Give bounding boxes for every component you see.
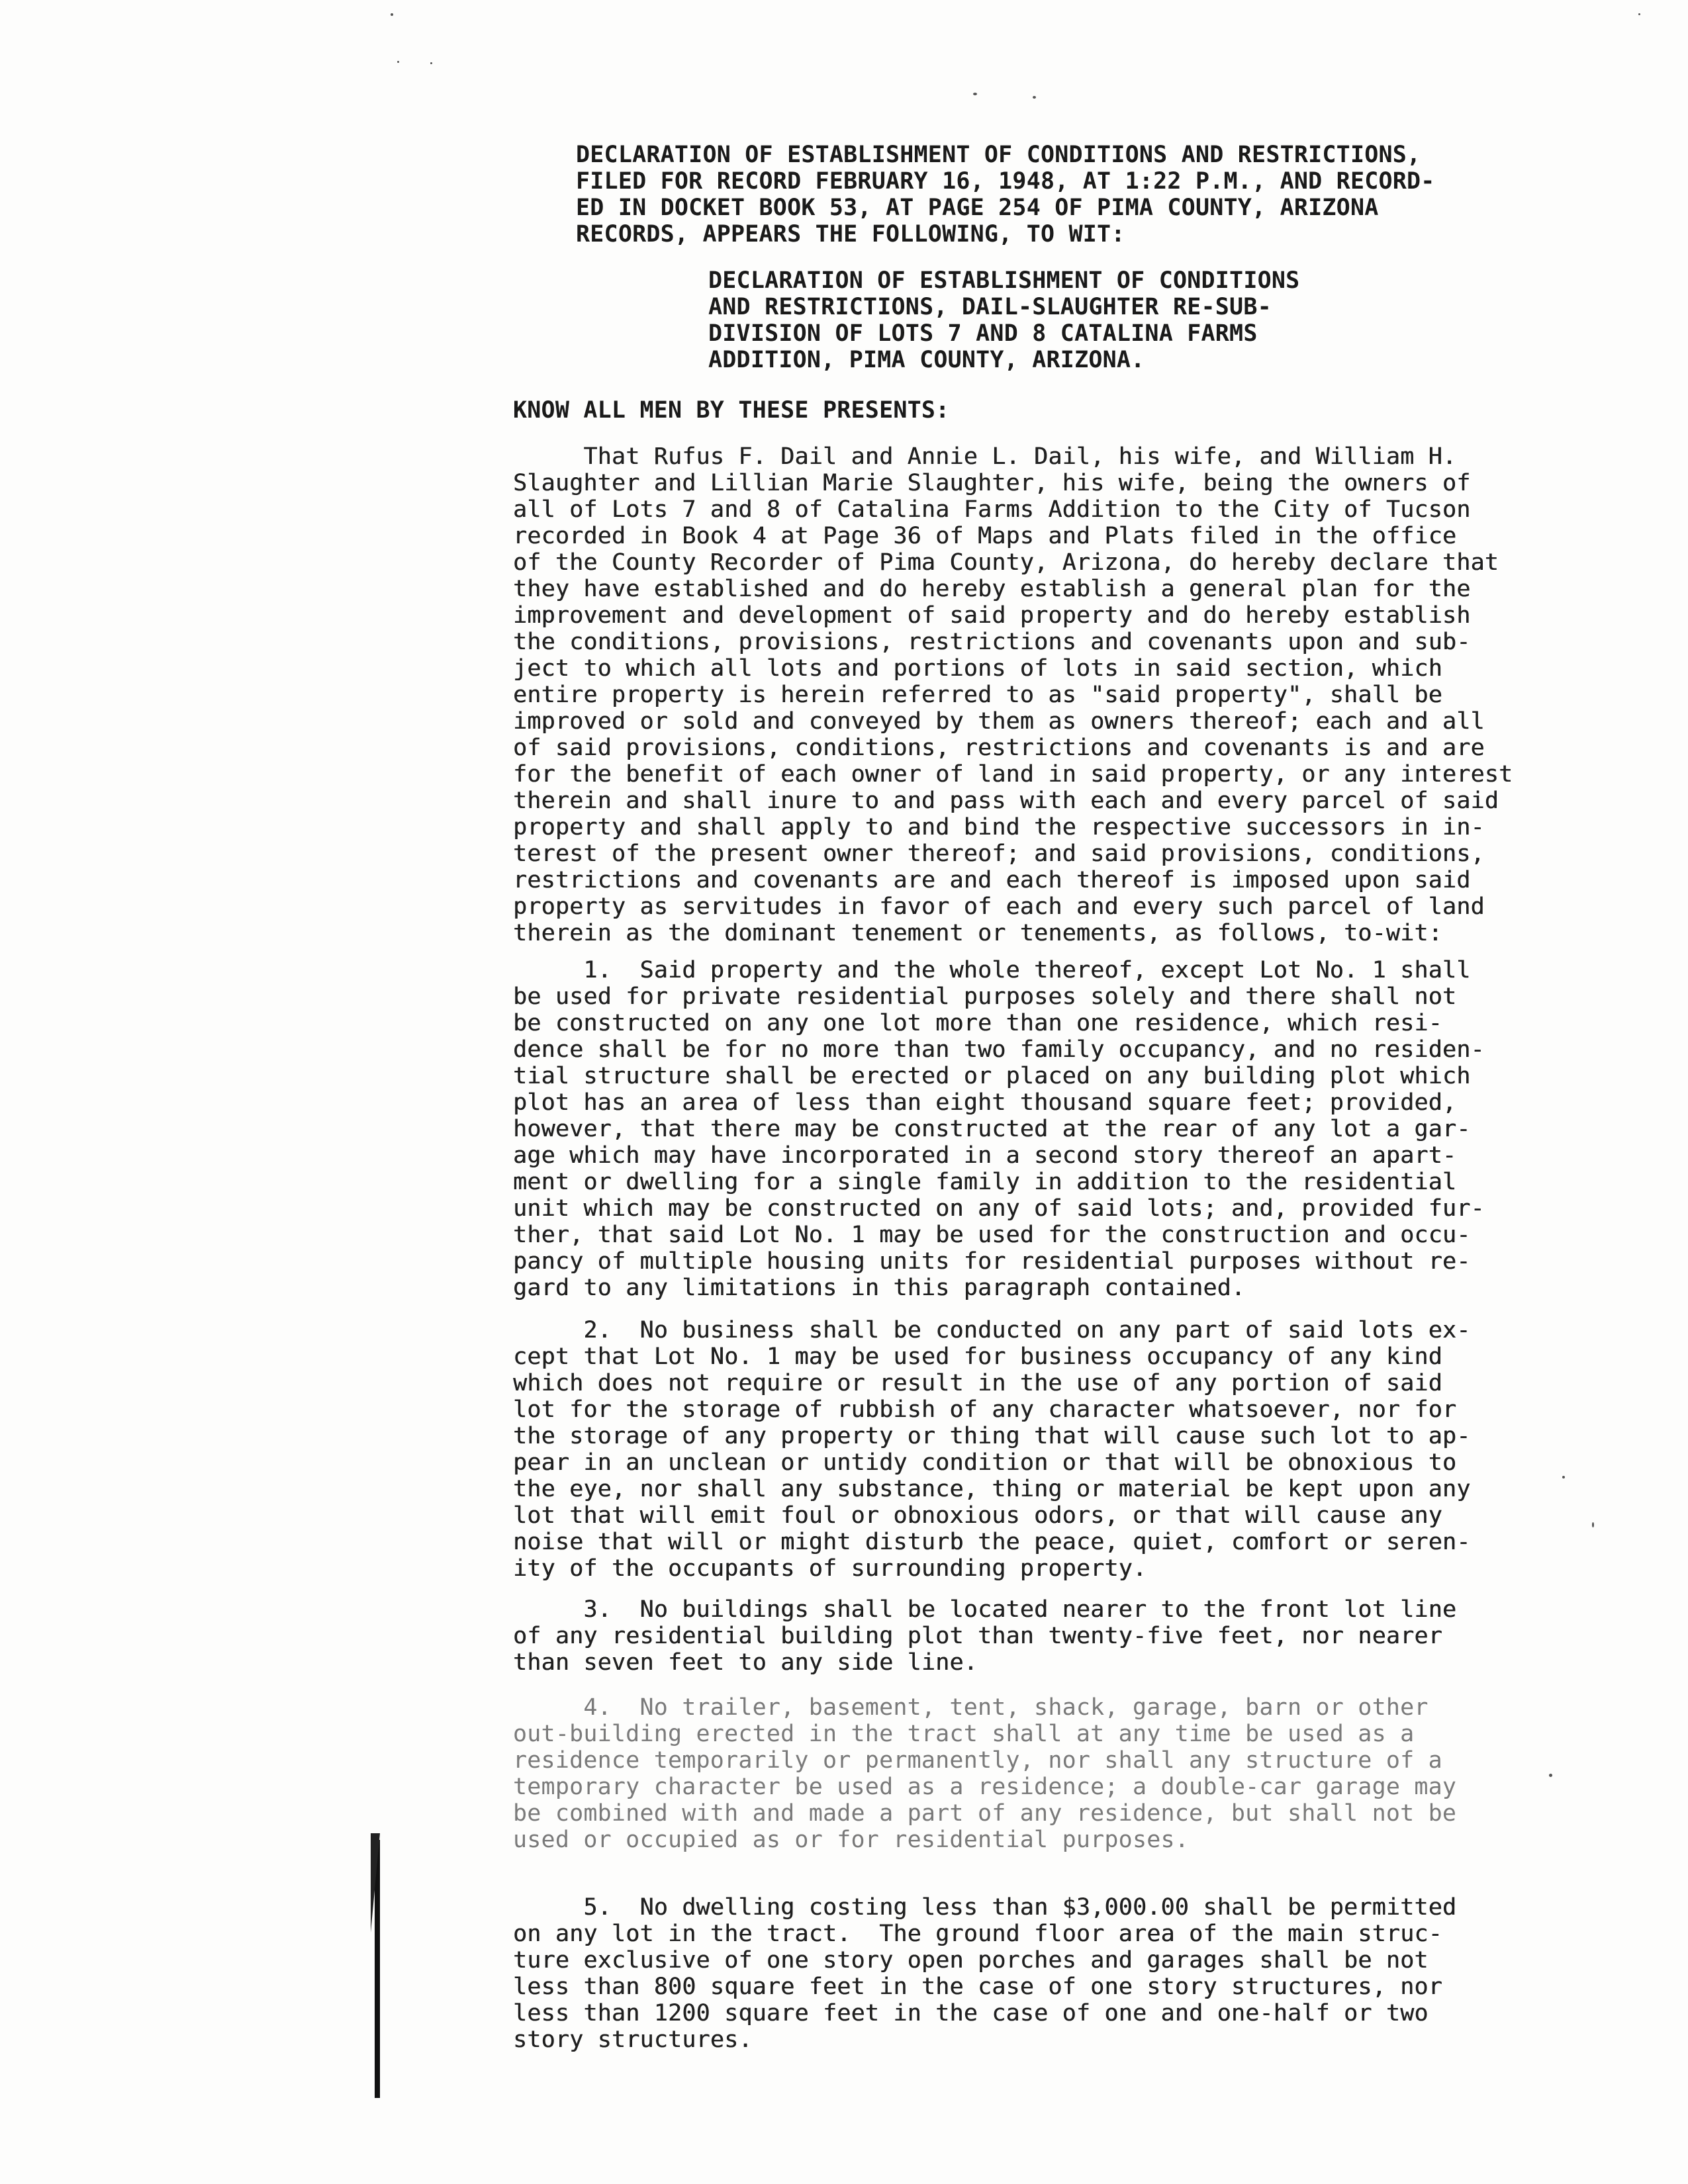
scan-speck: [973, 93, 977, 95]
scan-speck: [1549, 1774, 1552, 1777]
scan-speck: [430, 62, 432, 64]
salutation: KNOW ALL MEN BY THESE PRESENTS:: [513, 397, 950, 424]
scan-speck: [1638, 13, 1640, 15]
scan-speck: [1033, 96, 1036, 99]
restriction-paragraph-1: 1. Said property and the whole thereof, except Lot No. 1 shall be used for private residential purposes solely and there shall not be constructed on any one lot more than one residence, which resi- dence shall be for no more than two family occupancy, and no residen- tial structure shall be erected or placed on any building plot which plot has an area of less than eight thousand square feet; provided, however, that there may be constructed at the rear of any lot a gar- age which may have incorporated in a second story thereof an apart- ment or dwelling for a single family in addition to the residential unit which may be constructed on any of said lots; and, provided fur- ther, that said Lot No. 1 may be used for the construction and occu- pancy of multiple housing units for residential purposes without re- gard to any limitations in this paragraph contained.: [513, 957, 1485, 1301]
restriction-paragraph-5: 5. No dwelling costing less than $3,000.00 shall be permitted on any lot in the tract. The ground floor area of the main struc- ture exclusive of one story open porches and garages shall be not less than 800 square feet in the case of one story structures, nor less than 1200 square feet in the case of one and one-half or two story structures.: [513, 1894, 1457, 2053]
scan-speck: [1592, 1522, 1594, 1527]
scan-speck: [391, 13, 393, 16]
declaration-title: DECLARATION OF ESTABLISHMENT OF CONDITIONS AND RESTRICTIONS, DAIL-SLAUGHTER RE-SUB- DIVISION OF LOTS 7 AND 8 CATALINA FARMS ADDITION, PIMA COUNTY, ARIZONA.: [708, 267, 1300, 373]
recital-paragraph: That Rufus F. Dail and Annie L. Dail, his wife, and William H. Slaughter and Lillian Marie Slaughter, his wife, being the owners of all of Lots 7 and 8 of Catalina Farms Addition to the City of Tucson recorded in Book 4 at Page 36 of Maps and Plats filed in the office of the County Recorder of Pima County, Arizona, do hereby declare that they have established and do hereby establish a general plan for the improvement and development of said property and do hereby establish the conditions, provisions, restrictions and covenants upon and sub- ject to which all lots and portions of lots in said section, which entire property is herein referred to as "said property", shall be improved or sold and conveyed by them as owners thereof; each and all of said provisions, conditions, restrictions and covenants is and are for the benefit of each owner of land in said property, or any interest therein and shall inure to and pass with each and every parcel of said property and shall apply to and bind the respective successors in in- terest of the present owner thereof; and said provisions, conditions, restrictions and covenants are and each thereof is imposed upon said property as servitudes in favor of each and every such parcel of land therein as the dominant tenement or tenements, as follows, to-wit:: [513, 443, 1513, 946]
restriction-paragraph-2: 2. No business shall be conducted on any part of said lots ex- cept that Lot No. 1 may be used for business occupancy of any kind which does not require or result in the use of any portion of said lot for the storage of rubbish of any character whatsoever, nor for the storage of any property or thing that will cause such lot to ap- pear in an unclean or untidy condition or that will be obnoxious to the eye, nor shall any substance, thing or material be kept upon any lot that will emit foul or obnoxious odors, or that will cause any noise that will or might disturb the peace, quiet, comfort or seren- ity of the occupants of surrounding property.: [513, 1317, 1471, 1582]
recording-caption: DECLARATION OF ESTABLISHMENT OF CONDITIONS AND RESTRICTIONS, FILED FOR RECORD FEBRUARY 16, 1948, AT 1:22 P.M., AND RECORD- ED IN DOCKET BOOK 53, AT PAGE 254 OF PIMA COUNTY, ARIZONA RECORDS, APPEARS THE FOLLOWING, TO WIT:: [576, 142, 1435, 248]
scan-speck: [1562, 1476, 1565, 1479]
restriction-paragraph-3: 3. No buildings shall be located nearer to the front lot line of any residential building plot than twenty-five feet, nor nearer than seven feet to any side line.: [513, 1596, 1457, 1676]
scan-speck: [397, 61, 399, 63]
restriction-paragraph-4: 4. No trailer, basement, tent, shack, garage, barn or other out-building erected in the tract shall at any time be used as a residence temporarily or permanently, nor shall any structure of a temporary character be used as a residence; a double-car garage may be combined with and made a part of any residence, but shall not be used or occupied as or for residential purposes.: [513, 1694, 1457, 1853]
scan-edge-wedge: [371, 1833, 420, 1933]
